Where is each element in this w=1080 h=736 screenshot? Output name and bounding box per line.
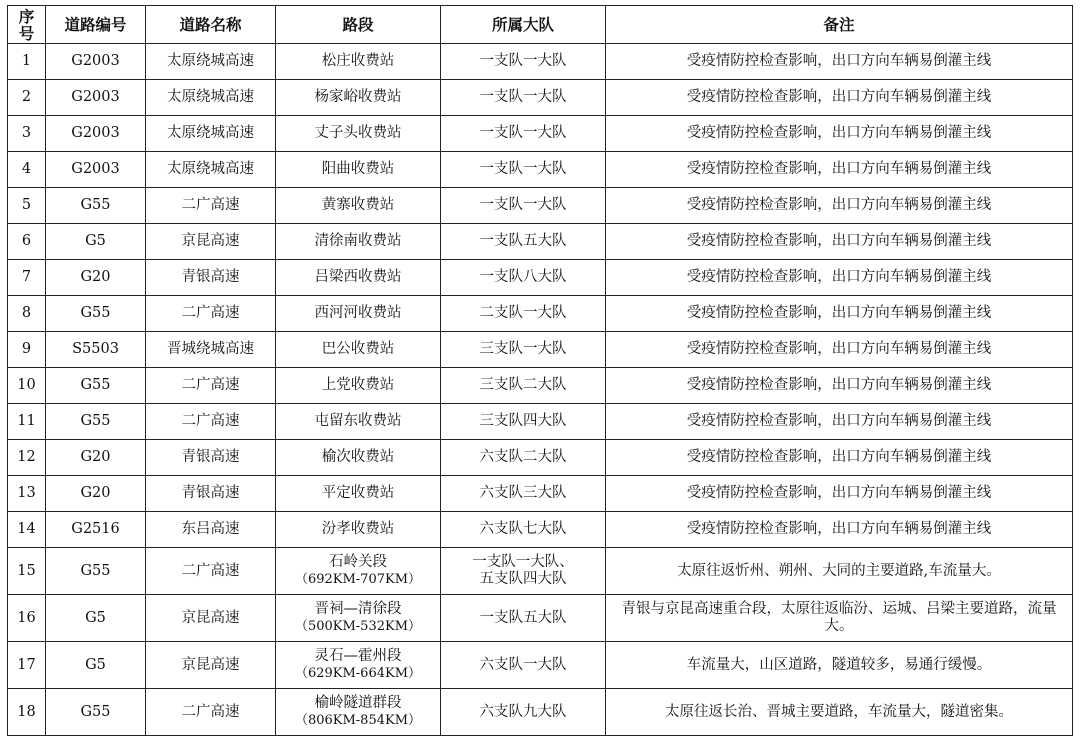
row-note: 受疫情防控检查影响，出口方向车辆易倒灌主线: [606, 152, 1073, 188]
row-team: [441, 152, 606, 188]
row-section-main: 汾孝收费站: [321, 521, 395, 537]
table-row: [8, 476, 1073, 512]
table-row: [8, 152, 1073, 188]
row-idx: 6: [8, 224, 46, 260]
row-road-name: 二广高速: [146, 296, 276, 332]
row-team: [441, 548, 606, 595]
row-section: [276, 368, 441, 404]
row-team: [441, 296, 606, 332]
row-road-name: 太原绕城高速: [146, 44, 276, 80]
row-section: [276, 260, 441, 296]
row-section-km: （806KM-854KM）: [294, 713, 422, 728]
row-team-main: 一支队五大队: [479, 233, 567, 249]
row-section: [276, 80, 441, 116]
row-idx: 7: [8, 260, 46, 296]
row-section-main: 吕梁西收费站: [314, 269, 402, 285]
table-row: [8, 595, 1073, 642]
row-road-code: G20: [46, 260, 146, 296]
row-team-main: 六支队二大队: [479, 449, 567, 465]
table-row: [8, 512, 1073, 548]
row-idx: 8: [8, 296, 46, 332]
row-note: 受疫情防控检查影响，出口方向车辆易倒灌主线: [606, 188, 1073, 224]
row-note: 受疫情防控检查影响，出口方向车辆易倒灌主线: [606, 80, 1073, 116]
table-row: [8, 224, 1073, 260]
row-idx: 4: [8, 152, 46, 188]
row-idx: 12: [8, 440, 46, 476]
row-road-code: G2003: [46, 44, 146, 80]
table-row: [8, 642, 1073, 689]
row-team: [441, 332, 606, 368]
row-idx: 17: [8, 642, 46, 689]
row-note: 受疫情防控检查影响，出口方向车辆易倒灌主线: [606, 332, 1073, 368]
row-road-code: G2003: [46, 152, 146, 188]
row-note: 受疫情防控检查影响，出口方向车辆易倒灌主线: [606, 224, 1073, 260]
row-idx: 2: [8, 80, 46, 116]
row-section-main: 丈子头收费站: [314, 125, 402, 141]
row-road-name: 东吕高速: [146, 512, 276, 548]
road-table: [7, 5, 1073, 736]
row-section-main: 榆岭隧道群段: [314, 695, 402, 711]
row-section: [276, 642, 441, 689]
row-road-name: 青银高速: [146, 476, 276, 512]
table-row: [8, 548, 1073, 595]
row-idx: 18: [8, 689, 46, 736]
row-team: [441, 642, 606, 689]
row-road-name: 京昆高速: [146, 595, 276, 642]
row-road-code: G2516: [46, 512, 146, 548]
row-road-code: G55: [46, 689, 146, 736]
row-idx: 14: [8, 512, 46, 548]
row-road-code: G55: [46, 548, 146, 595]
row-note: 太原往返长治、晋城主要道路，车流量大，隧道密集。: [606, 689, 1073, 736]
header-road-name: 道路名称: [146, 6, 276, 44]
row-section-main: 上党收费站: [321, 377, 395, 393]
row-road-name: 二广高速: [146, 368, 276, 404]
row-section-main: 榆次收费站: [321, 449, 395, 465]
row-team: [441, 404, 606, 440]
row-section-km: （500KM-532KM）: [294, 619, 422, 634]
row-section: [276, 188, 441, 224]
row-idx: 1: [8, 44, 46, 80]
row-team: [441, 44, 606, 80]
row-note: 受疫情防控检查影响，出口方向车辆易倒灌主线: [606, 476, 1073, 512]
row-road-code: G5: [46, 224, 146, 260]
row-team-main: 六支队九大队: [479, 703, 567, 720]
row-section: [276, 332, 441, 368]
row-section: [276, 152, 441, 188]
row-section-main: 平定收费站: [321, 485, 395, 501]
header-team: 所属大队: [441, 6, 606, 44]
row-team: [441, 595, 606, 642]
row-note: 受疫情防控检查影响，出口方向车辆易倒灌主线: [606, 116, 1073, 152]
row-idx: 5: [8, 188, 46, 224]
row-section-main: 清徐南收费站: [314, 233, 402, 249]
row-note: 受疫情防控检查影响，出口方向车辆易倒灌主线: [606, 44, 1073, 80]
row-section-main: 巴公收费站: [321, 341, 395, 357]
header-row: [8, 6, 1073, 44]
row-team: [441, 476, 606, 512]
row-team: [441, 512, 606, 548]
row-road-name: 京昆高速: [146, 224, 276, 260]
row-note: 受疫情防控检查影响，出口方向车辆易倒灌主线: [606, 512, 1073, 548]
row-team: [441, 440, 606, 476]
row-team: [441, 368, 606, 404]
row-team-second: 五支队四大队: [479, 571, 567, 587]
row-road-code: G5: [46, 595, 146, 642]
row-note: 受疫情防控检查影响，出口方向车辆易倒灌主线: [606, 260, 1073, 296]
row-team-main: 一支队一大队: [479, 197, 567, 213]
row-team: [441, 80, 606, 116]
row-note: 青银与京昆高速重合段，太原往返临汾、运城、吕梁主要道路，流量大。: [606, 595, 1073, 642]
row-section: [276, 224, 441, 260]
table-row: [8, 188, 1073, 224]
row-section-main: 杨家峪收费站: [314, 89, 402, 105]
row-road-code: G20: [46, 476, 146, 512]
row-section: [276, 548, 441, 595]
row-road-code: G55: [46, 404, 146, 440]
row-section: [276, 440, 441, 476]
row-section: [276, 595, 441, 642]
row-note: 受疫情防控检查影响，出口方向车辆易倒灌主线: [606, 440, 1073, 476]
row-idx: 15: [8, 548, 46, 595]
row-team-main: 一支队一大队: [479, 53, 567, 69]
row-section-km: （692KM-707KM）: [294, 572, 422, 587]
table-row: [8, 404, 1073, 440]
row-note: 车流量大，山区道路，隧道较多，易通行缓慢。: [606, 642, 1073, 689]
row-section: [276, 476, 441, 512]
header-note: 备注: [606, 6, 1073, 44]
table-row: [8, 116, 1073, 152]
row-section: [276, 116, 441, 152]
table-row: [8, 332, 1073, 368]
table-row: [8, 440, 1073, 476]
row-section: [276, 689, 441, 736]
row-road-code: G55: [46, 368, 146, 404]
row-team: [441, 224, 606, 260]
row-team-main: 一支队八大队: [479, 269, 567, 285]
row-road-code: G55: [46, 188, 146, 224]
row-road-name: 青银高速: [146, 260, 276, 296]
row-section-main: 屯留东收费站: [314, 413, 402, 429]
table-row: [8, 368, 1073, 404]
row-note: 受疫情防控检查影响，出口方向车辆易倒灌主线: [606, 368, 1073, 404]
row-team: [441, 116, 606, 152]
row-team: [441, 188, 606, 224]
row-section: [276, 404, 441, 440]
row-section-main: 西河河收费站: [314, 305, 402, 321]
row-road-code: G20: [46, 440, 146, 476]
row-team-main: 二支队一大队: [479, 305, 567, 321]
row-road-code: G2003: [46, 80, 146, 116]
header-idx: 序号: [8, 6, 46, 44]
row-idx: 16: [8, 595, 46, 642]
row-team-main: 一支队一大队、: [472, 554, 574, 570]
row-section: [276, 512, 441, 548]
row-note: 受疫情防控检查影响，出口方向车辆易倒灌主线: [606, 296, 1073, 332]
row-team-main: 一支队一大队: [479, 89, 567, 105]
row-road-name: 二广高速: [146, 404, 276, 440]
row-section-main: 阳曲收费站: [321, 161, 395, 177]
row-road-name: 太原绕城高速: [146, 80, 276, 116]
table-row: [8, 296, 1073, 332]
row-idx: 3: [8, 116, 46, 152]
row-road-name: 晋城绕城高速: [146, 332, 276, 368]
row-note: 太原往返忻州、朔州、大同的主要道路,车流量大。: [606, 548, 1073, 595]
table-row: [8, 260, 1073, 296]
row-road-name: 京昆高速: [146, 642, 276, 689]
row-section-main: 黄寨收费站: [321, 197, 395, 213]
row-section-main: 松庄收费站: [321, 53, 395, 69]
row-section-km: （629KM-664KM）: [294, 666, 422, 681]
row-road-name: 太原绕城高速: [146, 152, 276, 188]
row-road-name: 二广高速: [146, 548, 276, 595]
row-road-code: G2003: [46, 116, 146, 152]
row-road-name: 二广高速: [146, 689, 276, 736]
row-idx: 11: [8, 404, 46, 440]
row-road-code: G55: [46, 296, 146, 332]
row-team: [441, 260, 606, 296]
row-road-name: 二广高速: [146, 188, 276, 224]
row-team-main: 六支队七大队: [479, 521, 567, 537]
row-road-name: 青银高速: [146, 440, 276, 476]
row-road-code: S5503: [46, 332, 146, 368]
row-team: [441, 689, 606, 736]
header-road-code: 道路编号: [46, 6, 146, 44]
row-idx: 9: [8, 332, 46, 368]
row-section-main: 晋祠—清徐段: [314, 601, 402, 617]
row-team-main: 六支队一大队: [479, 656, 567, 673]
row-team-main: 六支队三大队: [479, 485, 567, 501]
row-idx: 13: [8, 476, 46, 512]
row-note: 受疫情防控检查影响，出口方向车辆易倒灌主线: [606, 404, 1073, 440]
row-section: [276, 296, 441, 332]
row-team-main: 三支队一大队: [479, 341, 567, 357]
row-road-name: 太原绕城高速: [146, 116, 276, 152]
row-team-main: 一支队五大队: [479, 609, 567, 626]
row-section-main: 石岭关段: [329, 554, 387, 570]
row-team-main: 三支队二大队: [479, 377, 567, 393]
row-team-main: 三支队四大队: [479, 413, 567, 429]
row-idx: 10: [8, 368, 46, 404]
row-section-main: 灵石—霍州段: [314, 648, 402, 664]
row-team-main: 一支队一大队: [479, 125, 567, 141]
table-row: [8, 689, 1073, 736]
table-row: [8, 44, 1073, 80]
table-row: [8, 80, 1073, 116]
row-team-main: 一支队一大队: [479, 161, 567, 177]
header-section: 路段: [276, 6, 441, 44]
row-section: [276, 44, 441, 80]
row-road-code: G5: [46, 642, 146, 689]
